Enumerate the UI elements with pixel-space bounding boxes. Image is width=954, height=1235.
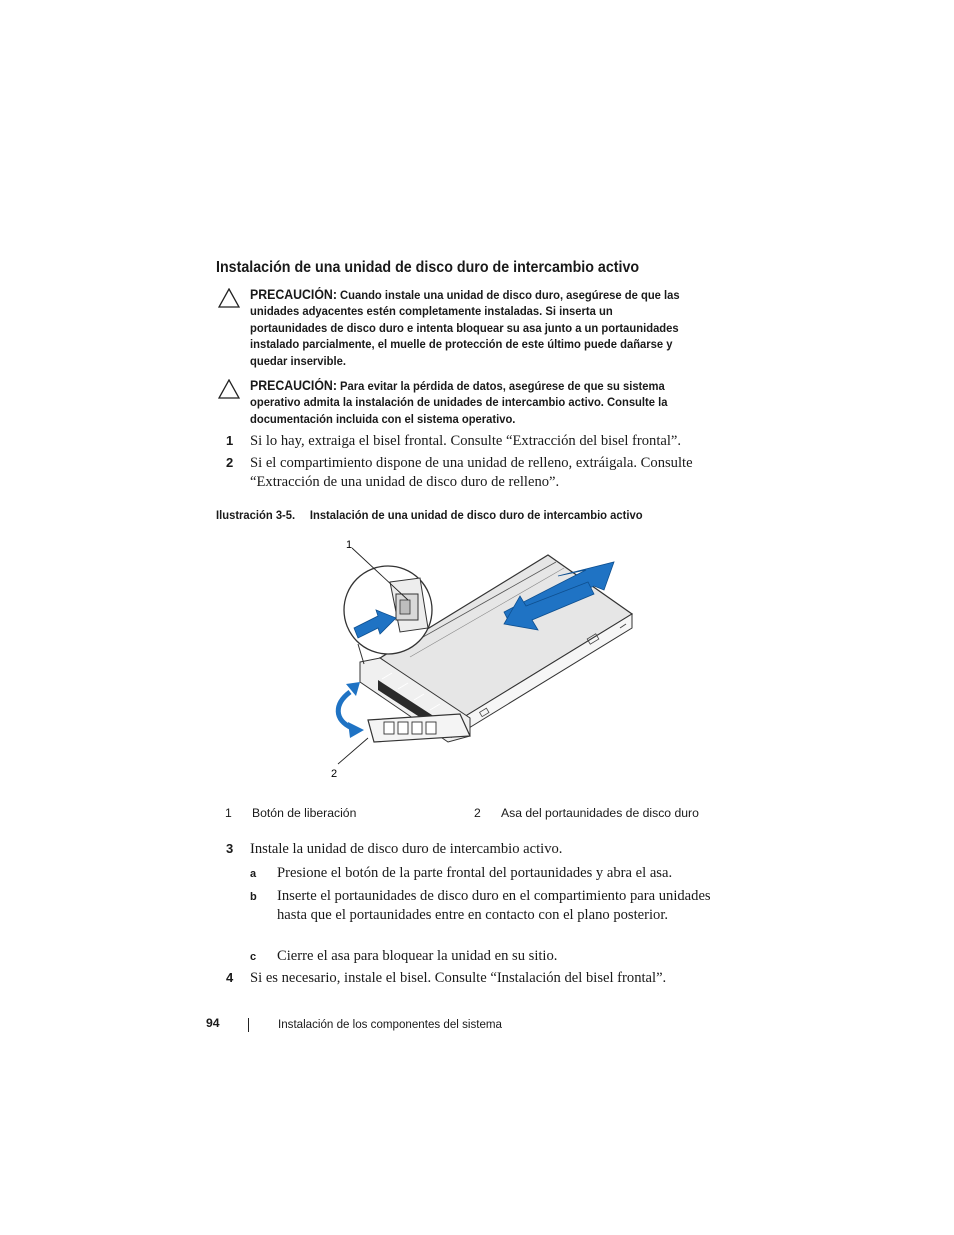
legend-item-2 [474, 806, 481, 820]
figure-label: Ilustración 3-5. [216, 508, 296, 522]
callout-number-1: 1 [346, 539, 353, 551]
legend-text-2: Asa del portaunidades de disco duro [501, 806, 699, 820]
figure-title: Instalación de una unidad de disco duro de intercambio activo [309, 508, 643, 522]
caution-text-1 [250, 287, 692, 369]
caution-body: Cuando instale una unidad de disco duro, asegúrese de que las unidades adyacentes estén completamente instaladas. Si inserta un portaunidades de disco duro e intenta bloquear su asa junto a un portaunidades instalado parcialmente, el muelle de protección de este último puede dañarse y quedar inservible. [250, 288, 680, 368]
caution-label: PRECAUCIÓN: [250, 287, 337, 302]
step-text: Si es necesario, instale el bisel. Consulte “Instalación del bisel frontal”. [250, 970, 667, 986]
caution-text-2 [250, 378, 692, 427]
step-number: 4 [226, 970, 234, 985]
callout-number-2: 2 [331, 768, 338, 780]
substep-text: Inserte el portaunidades de disco duro en el compartimiento para unidades hasta que el portaunidades entre en contacto con el plano posterior. [277, 888, 711, 923]
substep-text: Cierre el asa para bloquear la unidad en su sitio. [277, 948, 558, 964]
step-text: Instale la unidad de disco duro de intercambio activo. [250, 841, 563, 857]
caution-triangle-icon [218, 379, 240, 399]
footer-section-title: Instalación de los componentes del sistema [278, 1017, 502, 1031]
page-number: 94 [206, 1016, 220, 1030]
step-number: 3 [226, 841, 234, 856]
figure-caption [216, 508, 643, 522]
caution-body: Para evitar la pérdida de datos, asegúrese de que su sistema operativo admita la instalación de unidades de intercambio activo. Consulte la documentación incluida con el sistema operativo. [250, 379, 668, 426]
legend-text-1: Botón de liberación [252, 806, 357, 820]
substep-letter: b [250, 891, 257, 903]
substep-letter: a [250, 868, 257, 880]
hot-swap-drive-illustration [320, 532, 640, 787]
legend-number: 2 [474, 806, 481, 820]
caution-triangle-icon [218, 288, 240, 308]
step-text: Si el compartimiento dispone de una unidad de relleno, extráigala. Consulte “Extracción de una unidad de disco duro de relleno”. [250, 455, 693, 490]
footer-divider [248, 1018, 249, 1032]
substep-text: Presione el botón de la parte frontal del portaunidades y abra el asa. [277, 865, 673, 881]
caution-label: PRECAUCIÓN: [250, 378, 337, 393]
step-text: Si lo hay, extraiga el bisel frontal. Consulte “Extracción del bisel frontal”. [250, 433, 682, 449]
step-number: 1 [226, 433, 234, 448]
legend-number: 1 [225, 806, 232, 820]
step-number: 2 [226, 455, 234, 470]
substep-letter: c [250, 951, 257, 963]
callout-leader-2 [338, 738, 368, 764]
legend-item-1 [225, 806, 232, 820]
section-heading: Instalación de una unidad de disco duro de intercambio activo [216, 259, 640, 276]
